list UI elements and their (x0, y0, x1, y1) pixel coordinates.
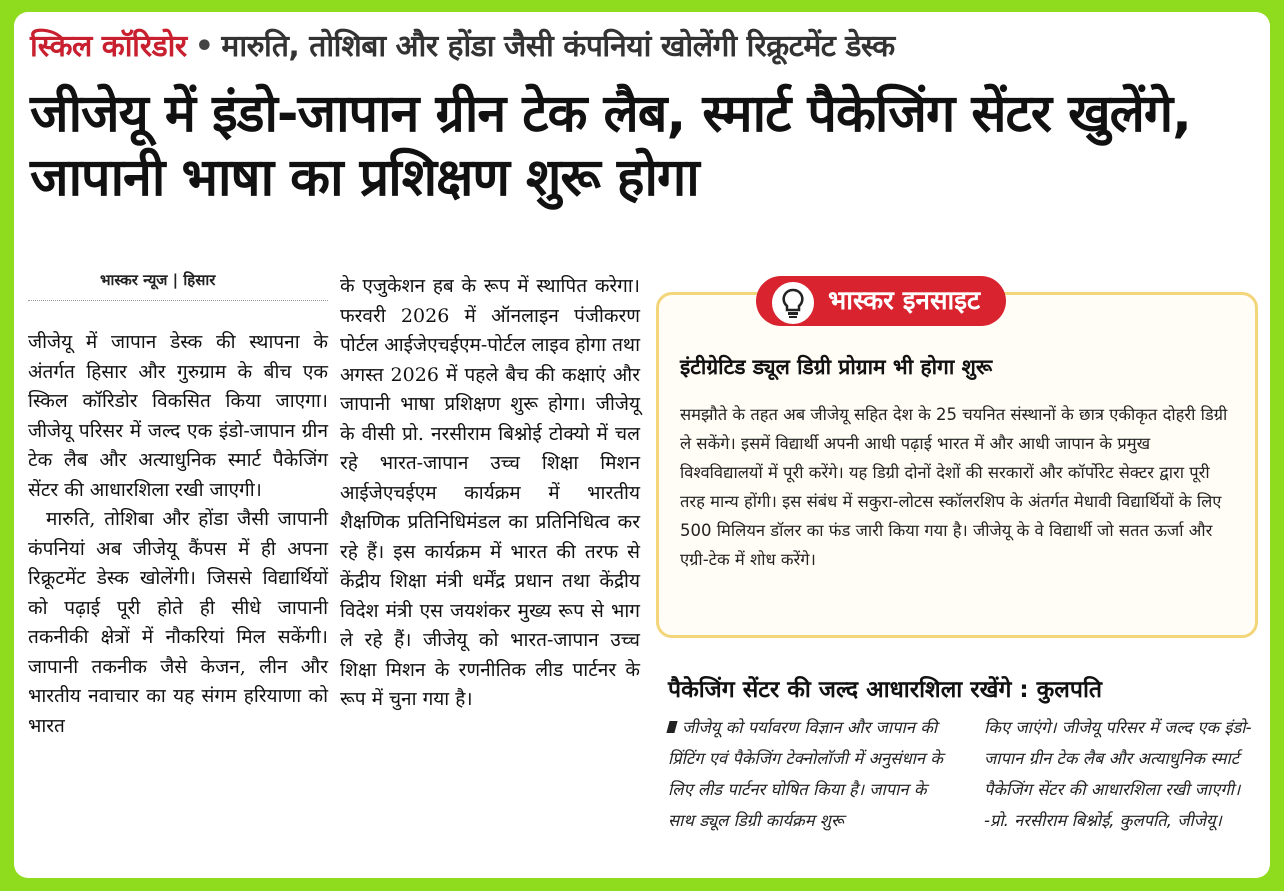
headline: जीजेयू में इंडो-जापान ग्रीन टेक लैब, स्मार्ट पैकेजिंग सेंटर खुलेंगे, जापानी भाषा का प्रशिक्षण शुरू होगा (30, 84, 1191, 208)
insight-badge: भास्कर इनसाइट (756, 276, 1006, 326)
bullet-marker (666, 721, 677, 733)
dateline-city: हिसार (183, 271, 216, 289)
subsection-column-2: किए जाएंगे। जीजेयू परिसर में जल्द एक इंडो-जापान ग्रीन टेक लैब और अत्याधुनिक स्मार्ट पैकेजिंग सेंटर की आधारशिला रखी जाएगी। -प्रो. नरसीराम बिश्नोई, कुलपति, जीजेयू। (984, 718, 1252, 830)
column-divider (28, 300, 328, 301)
article-column-2 (340, 272, 640, 715)
dateline-agency: भास्कर न्यूज (100, 271, 168, 289)
insight-body: समझौते के तहत अब जीजेयू सहित देश के 25 चयनित संस्थानों के छात्र एकीकृत दोहरी डिग्री ले सकेंगे। इसमें विद्यार्थी अपनी आधी पढ़ाई भारत में और आधी जापान के प्रमुख विश्वविद्यालयों में पूरी करेंगे। यह डिग्री दोनों देशों की सरकारों और कॉर्पोरेट सेक्टर द्वारा पूरी तरह मान्य होंगी। इस संबंध में सकुरा-लोटस स्कॉलरशिप के अंतर्गत मेधावी विद्यार्थियों के लिए 500 मिलियन डॉलर का फंड जारी किया गया है। जीजेयू के वे विद्यार्थी जो सतत ऊर्जा और एग्री-टेक में शोध करेंगे। (680, 405, 1228, 569)
kicker-text: मारुति, तोशिबा और होंडा जैसी कंपनियां खोलेंगी रिक्रूटमेंट डेस्क (221, 29, 895, 64)
subsection-column-1 (668, 712, 948, 836)
bulb-icon (770, 280, 816, 326)
kicker-label: स्किल कॉरिडोर (30, 29, 187, 64)
article-column-1 (28, 328, 328, 741)
insight-title: इंटीग्रेटिड ड्यूल डिग्री प्रोग्राम भी होगा शुरू (680, 355, 993, 379)
article-paragraph: के एजुकेशन हब के रूप में स्थापित करेगा। फरवरी 2026 में ऑनलाइन पंजीकरण पोर्टल आईजेएचईएम-पोर्टल लाइव होगा तथा अगस्त 2026 में पहले बैच की कक्षाएं और जापानी भाषा प्रशिक्षण शुरू होगा। जीजेयू के वीसी प्रो. नरसीराम बिश्नोई टोक्यो में चल रहे भारत-जापान उच्च शिक्षा मिशन आईजेएचईएम कार्यक्रम में भारतीय शैक्षणिक प्रतिनिधिमंडल का प्रतिनिधित्व कर रहे हैं। इस कार्यक्रम में भारत की तरफ से केंद्रीय शिक्षा मंत्री धर्मेंद्र प्रधान तथा केंद्रीय विदेश मंत्री एस जयशंकर मुख्य रूप से भाग ले रहे हैं। जीजेयू को भारत-जापान उच्च शिक्षा मिशन के रणनीतिक लीड पार्टनर के रूप में चुना गया है। (340, 275, 640, 710)
subsection-heading: पैकेजिंग सेंटर की जल्द आधारशिला रखेंगे : कुलपति (668, 677, 1103, 703)
article-paragraph: जीजेयू में जापान डेस्क की स्थापना के अंतर्गत हिसार और गुरुग्राम के बीच एक स्किल कॉरिडोर विकसित किया जाएगा। जीजेयू परिसर में जल्द एक इंडो-जापान ग्रीन टेक लैब और अत्याधुनिक स्मार्ट पैकेजिंग सेंटर की आधारशिला रखी जाएगी। (28, 331, 328, 501)
kicker (30, 24, 895, 65)
article-paragraph: मारुति, तोशिबा और होंडा जैसी जापानी कंपनियां अब जीजेयू कैंपस में ही अपना रिक्रूटमेंट डेस्क खोलेंगी। जिससे विद्यार्थियों को पढ़ाई पूरी होते ही सीधे जापानी तकनीकी क्षेत्रों में नौकरियां मिल सकेंगी। जापानी तकनीक जैसे केजन, लीन और भारतीय नवाचार का यह संगम हरियाणा को भारत (28, 508, 328, 737)
subsection-text: जीजेयू को पर्यावरण विज्ञान और जापान की प्रिंटिंग एवं पैकेजिंग टेक्नोलॉजी में अनुसंधान के लिए लीड पार्टनर घोषित किया है। जापान के साथ ड्यूल डिग्री कार्यक्रम शुरू (668, 718, 943, 830)
dateline: भास्कर न्यूज | हिसार (100, 271, 216, 289)
bullet-dot: • (194, 29, 214, 64)
